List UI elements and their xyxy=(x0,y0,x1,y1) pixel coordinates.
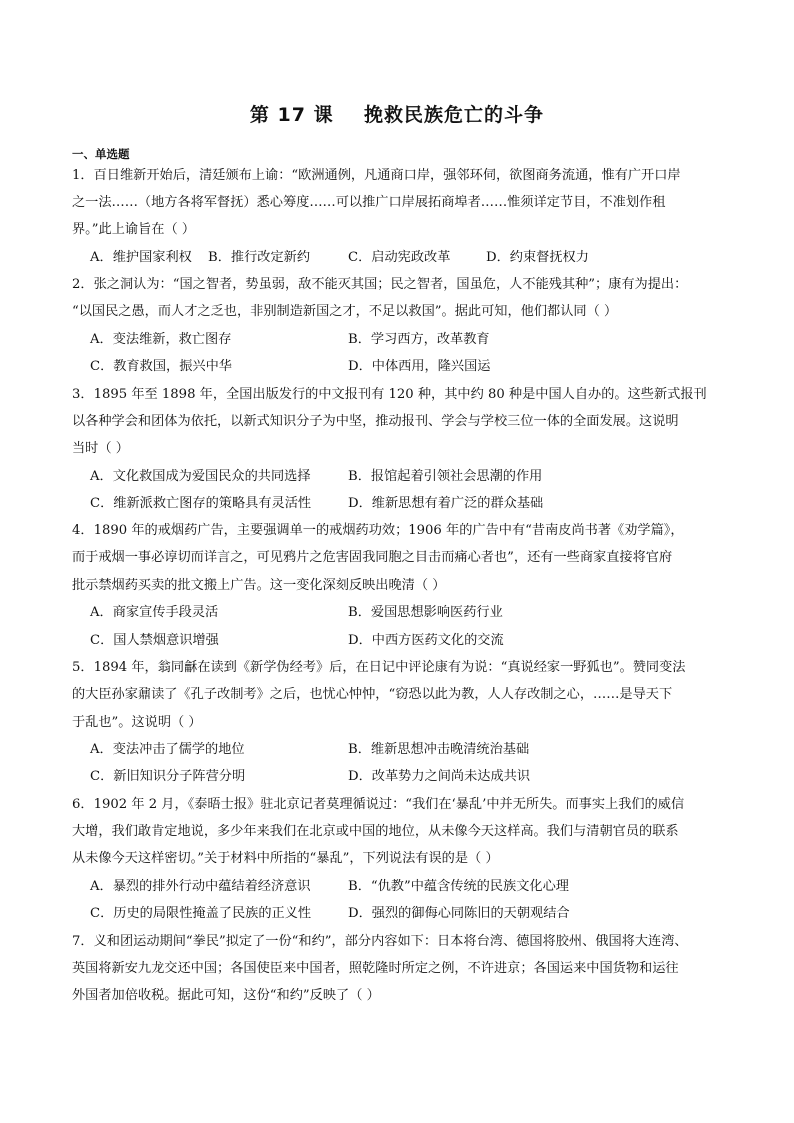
q4-option-a[interactable]: A．商家宣传手段灵活 xyxy=(90,605,219,620)
q2-line-1: 2．张之洞认为：“国之智者，势虽弱，敌不能灭其国；民之智者，国虽危，人不能残其种”；康有为提出： xyxy=(72,277,688,292)
q2-option-c[interactable]: C．教育救国，振兴中华 xyxy=(90,359,232,374)
q7-line-2: 英国将新安九龙交还中国；各国使臣来中国者，照乾隆时所定之例，不许进京；各国运来中国货物和运往 xyxy=(72,961,679,976)
q6-option-d[interactable]: D．强烈的御侮心同陈旧的天朝观结合 xyxy=(348,906,570,921)
q2-option-d[interactable]: D．中体西用，隆兴国运 xyxy=(348,359,491,374)
q1-line-3: 界。”此上谕旨在（ ） xyxy=(72,222,196,237)
q1-line-1: 1．百日维新开始后，清廷颁布上谕：“欧洲通例，凡通商口岸，强邻环伺，欲图商务流通，惟有广开口岸 xyxy=(72,168,681,183)
q5-line-3: 于乱也”。这说明（ ） xyxy=(72,715,202,730)
q2-option-b[interactable]: B．学习西方，改革教育 xyxy=(348,332,490,347)
q3-line-2: 以各种学会和团体为依托，以新式知识分子为中坚，推动报刊、学会与学校三位一体的全面发展。这说明 xyxy=(72,414,679,429)
page-title: 第 17 课 挽救民族危亡的斗争 xyxy=(249,104,545,126)
q4-option-c[interactable]: C．国人禁烟意识增强 xyxy=(90,633,219,648)
q3-option-d[interactable]: D．维新思想有着广泛的群众基础 xyxy=(348,496,544,511)
q3-line-3: 当时（ ） xyxy=(72,441,129,456)
q3-option-b[interactable]: B．报馆起着引领社会思潮的作用 xyxy=(348,469,543,484)
section-heading: 一、单选题 xyxy=(72,147,130,161)
q4-line-3: 批示禁烟药买卖的批文搬上广告。这一变化深刻反映出晚清（ ） xyxy=(72,578,446,593)
q6-option-b[interactable]: B．“仇教”中蕴含传统的民族文化心理 xyxy=(348,879,569,894)
q1-option-d[interactable]: D．约束督抚权力 xyxy=(486,250,589,265)
q5-line-1: 5．1894 年，翁同龢在读到《新学伪经考》后，在日记中评论康有为说：“真说经家一野狐也”。赞同变法 xyxy=(72,660,686,675)
q5-line-2: 的大臣孙家鼐读了《孔子改制考》之后，也忧心忡忡，“窃恐以此为教，人人存改制之心，……是导天下 xyxy=(72,687,673,702)
q4-option-d[interactable]: D．中西方医药文化的交流 xyxy=(348,633,504,648)
q3-line-1: 3．1895 年至 1898 年，全国出版发行的中文报刊有 120 种，其中约 80 种是中国人自办的。这些新式报刊 xyxy=(72,387,707,402)
q6-line-2: 大增，我们敢肯定地说，多少年来我们在北京或中国的地位，从未像今天这样高。我们与清朝官员的联系 xyxy=(72,824,679,839)
q5-option-c[interactable]: C．新旧知识分子阵营分明 xyxy=(90,769,246,784)
q4-option-b[interactable]: B．爱国思想影响医药行业 xyxy=(348,605,503,620)
q5-option-d[interactable]: D．改革势力之间尚未达成共识 xyxy=(348,769,531,784)
q6-option-a[interactable]: A．暴烈的排外行动中蕴结着经济意识 xyxy=(90,879,311,894)
q1-option-a[interactable]: A．维护国家利权 xyxy=(90,250,192,265)
q4-line-2: 而于戒烟一事必谆切而详言之，可见鸦片之危害固我同胞之目击而痛心者也”，还有一些商家直接将官府 xyxy=(72,550,673,565)
q2-line-2: “以国民之愚，而人才之乏也，非别制造新国之才，不足以救国”。据此可知，他们都认同（ ） xyxy=(72,304,618,319)
q7-line-1: 7．义和团运动期间“拳民”拟定了一份“和约”，部分内容如下：日本将台湾、德国将胶州、俄国将大连湾、 xyxy=(72,934,688,949)
q5-option-a[interactable]: A．变法冲击了儒学的地位 xyxy=(90,742,245,757)
q6-line-1: 6．1902 年 2 月，《泰晤士报》驻北京记者莫理循说过：“我们在‘暴乱’中并无所失。而事实上我们的威信 xyxy=(72,797,685,812)
q6-line-3: 从未像今天这样密切。”关于材料中所指的“暴乱”，下列说法有误的是（ ） xyxy=(72,851,499,866)
q2-option-a[interactable]: A．变法维新，救亡图存 xyxy=(90,332,232,347)
q1-line-2: 之一法……（地方各将军督抚）悉心筹度……可以推广口岸展拓商埠者……惟须详定节目，不准划作租 xyxy=(72,195,666,210)
q6-option-c[interactable]: C．历史的局限性掩盖了民族的正义性 xyxy=(90,906,312,921)
q3-option-c[interactable]: C．维新派救亡图存的策略具有灵活性 xyxy=(90,496,312,511)
q5-option-b[interactable]: B．维新思想冲击晚清统治基础 xyxy=(348,742,530,757)
q3-option-a[interactable]: A．文化救国成为爱国民众的共同选择 xyxy=(90,469,311,484)
q1-option-c[interactable]: C．启动宪政改革 xyxy=(348,250,451,265)
q4-line-1: 4．1890 年的戒烟药广告，主要强调单一的戒烟药功效；1906 年的广告中有“昔南皮尚书著《劝学篇》， xyxy=(72,523,684,538)
q7-line-3: 外国者加倍收税。据此可知，这份“和约”反映了（ ） xyxy=(72,988,380,1003)
q1-option-b[interactable]: B．推行改定新约 xyxy=(208,250,311,265)
